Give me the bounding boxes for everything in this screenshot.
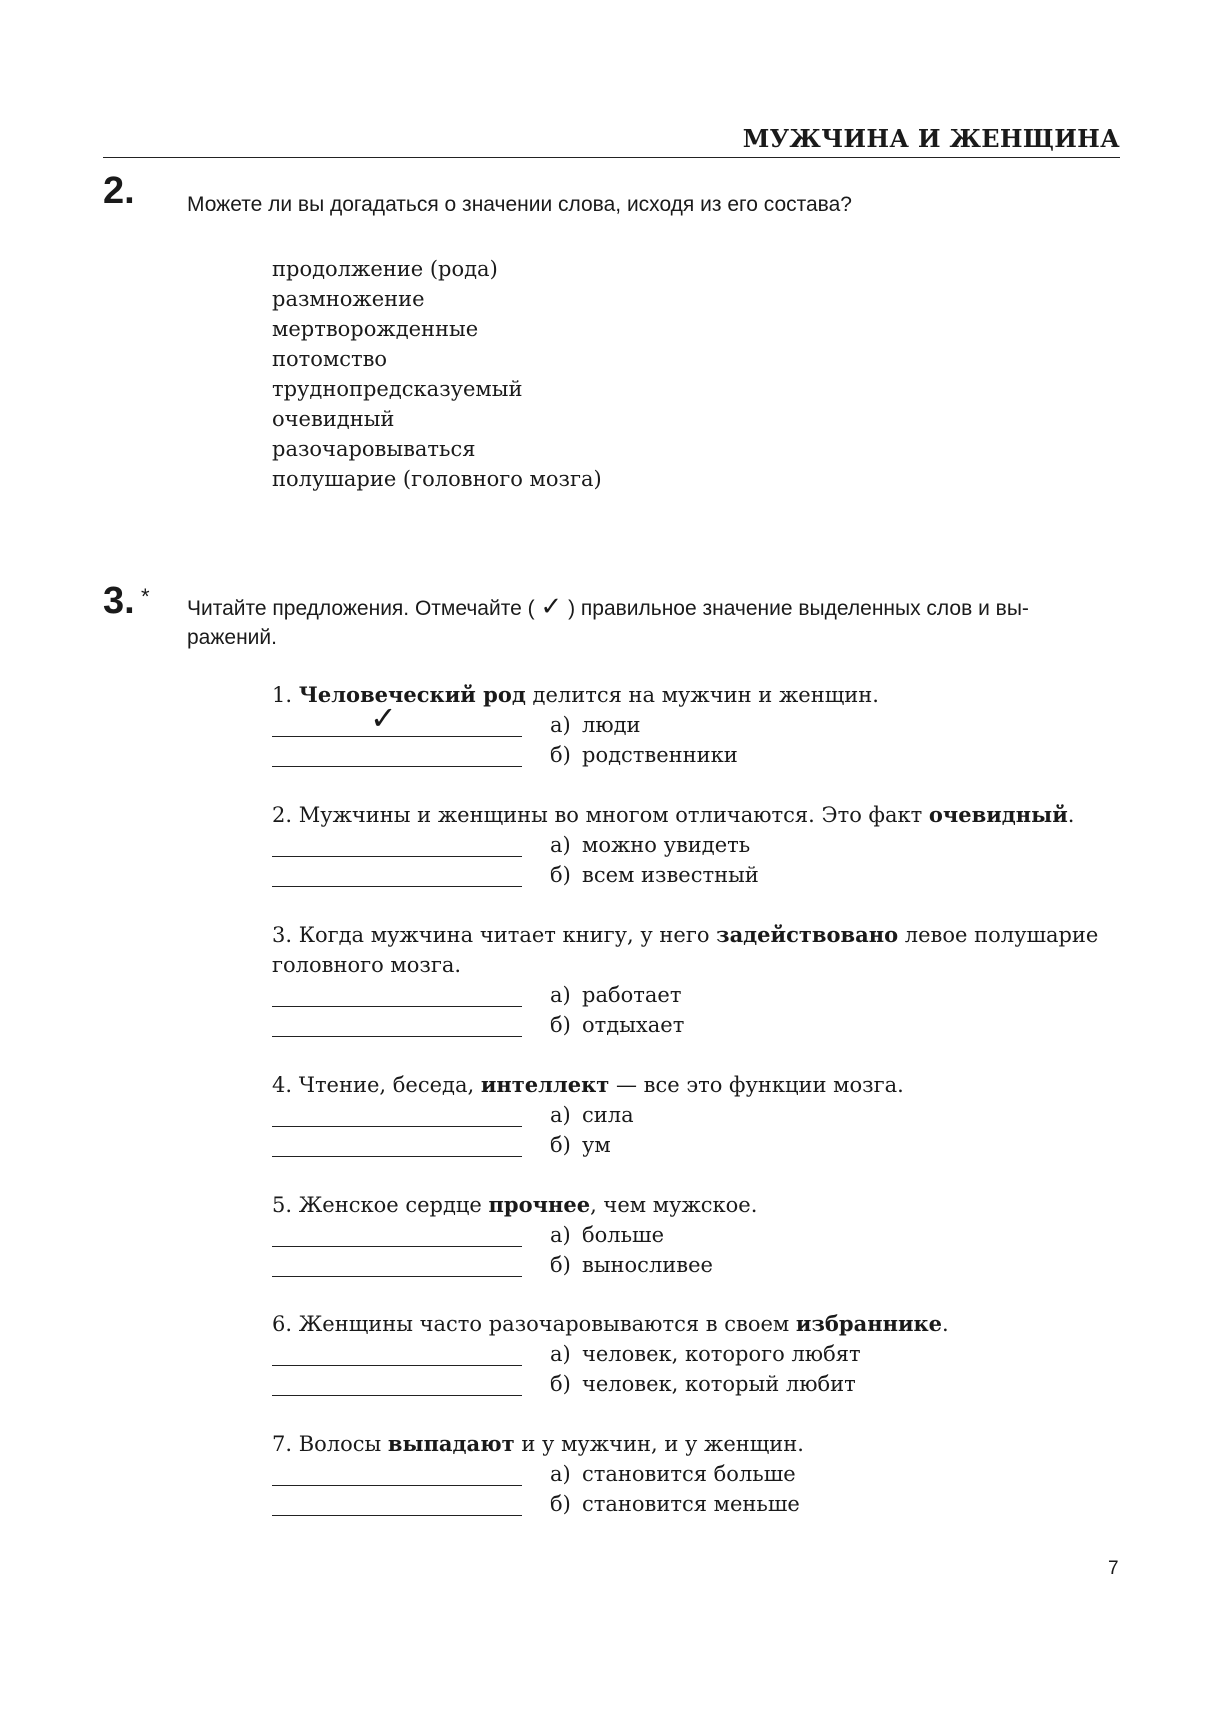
instruction-text: ) правильное значение выделенных слов и вы-: [568, 597, 1029, 620]
answer-blank[interactable]: [272, 864, 522, 887]
option-letter: а): [550, 1462, 571, 1486]
option-letter: а): [550, 983, 571, 1007]
question-text: 4. Чтение, беседа, интеллект — все это функции мозга.: [272, 1072, 904, 1097]
question-1: [272, 680, 1132, 770]
task-2-word-list: [272, 254, 602, 494]
option-row[interactable]: [272, 1489, 1132, 1519]
instruction-text: Читайте предложения. Отмечайте (: [187, 597, 535, 620]
option-letter: б): [550, 1372, 571, 1396]
question-text: 6. Женщины часто разочаровываются в своем избраннике.: [272, 1311, 949, 1336]
option-row[interactable]: [272, 1220, 1132, 1250]
option-text: работает: [582, 983, 682, 1007]
option-text: всем известный: [582, 863, 759, 887]
answer-blank[interactable]: [272, 1254, 522, 1277]
answer-blank[interactable]: [272, 984, 522, 1007]
question-text: 3. Когда мужчина читает книгу, у него задействовано левое полушарие головного мозга.: [272, 922, 1099, 977]
option-text: становится больше: [582, 1462, 796, 1486]
option-row[interactable]: [272, 699, 1132, 740]
option-letter: б): [550, 743, 571, 767]
option-text: отдыхает: [582, 1013, 685, 1037]
task-2-number: 2.: [103, 170, 135, 212]
option-row[interactable]: [272, 1010, 1132, 1040]
word-item: труднопредсказуемый: [272, 377, 523, 401]
word-item: размножение: [272, 287, 425, 311]
option-letter: а): [550, 713, 571, 737]
task-3-number: 3.: [103, 580, 135, 622]
question-6: [272, 1309, 1132, 1399]
question-5: [272, 1190, 1132, 1280]
answer-blank[interactable]: [272, 1224, 522, 1247]
task-3-instruction: [187, 593, 1117, 652]
option-text: человек, которого любят: [582, 1342, 861, 1366]
task-3-star: *: [141, 584, 150, 609]
word-item: полушарие (головного мозга): [272, 467, 602, 491]
option-row[interactable]: [272, 1369, 1132, 1399]
option-letter: а): [550, 1342, 571, 1366]
answer-blank[interactable]: [272, 1373, 522, 1396]
checkmark-icon: ✓: [370, 699, 397, 737]
option-letter: а): [550, 1103, 571, 1127]
option-letter: б): [550, 1013, 571, 1037]
question-text: 1. Человеческий род делится на мужчин и женщин.: [272, 682, 879, 707]
answer-blank[interactable]: [272, 714, 522, 737]
answer-blank[interactable]: [272, 744, 522, 767]
check-icon: ✓: [540, 592, 563, 622]
chapter-title: МУЖЧИНА И ЖЕНЩИНА: [742, 124, 1120, 153]
option-letter: б): [550, 863, 571, 887]
option-text: больше: [582, 1223, 665, 1247]
instruction-text: ражений.: [187, 626, 277, 649]
task-2-instruction: Можете ли вы догадаться о значении слова, исходя из его состава?: [187, 193, 852, 216]
option-text: можно увидеть: [582, 833, 751, 857]
option-letter: б): [550, 1133, 571, 1157]
answer-blank[interactable]: [272, 1493, 522, 1516]
question-text: 7. Волосы выпадают и у мужчин, и у женщин.: [272, 1431, 804, 1456]
option-row[interactable]: [272, 1130, 1132, 1160]
option-row[interactable]: [272, 1459, 1132, 1489]
option-row[interactable]: [272, 1100, 1132, 1130]
page-number: 7: [1108, 1558, 1119, 1579]
option-text: ум: [582, 1133, 611, 1157]
answer-blank[interactable]: [272, 834, 522, 857]
answer-blank[interactable]: [272, 1343, 522, 1366]
option-letter: а): [550, 1223, 571, 1247]
word-item: очевидный: [272, 407, 395, 431]
question-2: [272, 800, 1132, 890]
option-row[interactable]: [272, 860, 1132, 890]
option-row[interactable]: [272, 740, 1132, 770]
word-item: мертворожденные: [272, 317, 479, 341]
option-letter: б): [550, 1492, 571, 1516]
question-7: [272, 1429, 1132, 1519]
word-item: разочаровываться: [272, 437, 476, 461]
question-text: 2. Мужчины и женщины во многом отличаются. Это факт очевидный.: [272, 802, 1075, 827]
word-item: потомство: [272, 347, 388, 371]
option-text: выносливее: [582, 1253, 713, 1277]
option-text: сила: [582, 1103, 634, 1127]
option-text: люди: [582, 713, 641, 737]
question-text: 5. Женское сердце прочнее, чем мужское.: [272, 1192, 758, 1217]
option-text: становится меньше: [582, 1492, 800, 1516]
header-rule: [103, 157, 1120, 158]
answer-blank[interactable]: [272, 1463, 522, 1486]
answer-blank[interactable]: [272, 1134, 522, 1157]
question-3: [272, 920, 1132, 1040]
option-text: родственники: [582, 743, 738, 767]
option-letter: а): [550, 833, 571, 857]
answer-blank[interactable]: [272, 1104, 522, 1127]
option-row[interactable]: [272, 830, 1132, 860]
option-row[interactable]: [272, 1339, 1132, 1369]
answer-blank[interactable]: [272, 1014, 522, 1037]
question-4: [272, 1070, 1132, 1160]
option-text: человек, который любит: [582, 1372, 856, 1396]
option-letter: б): [550, 1253, 571, 1277]
word-item: продолжение (рода): [272, 257, 498, 281]
option-row[interactable]: [272, 1250, 1132, 1280]
option-row[interactable]: [272, 980, 1132, 1010]
